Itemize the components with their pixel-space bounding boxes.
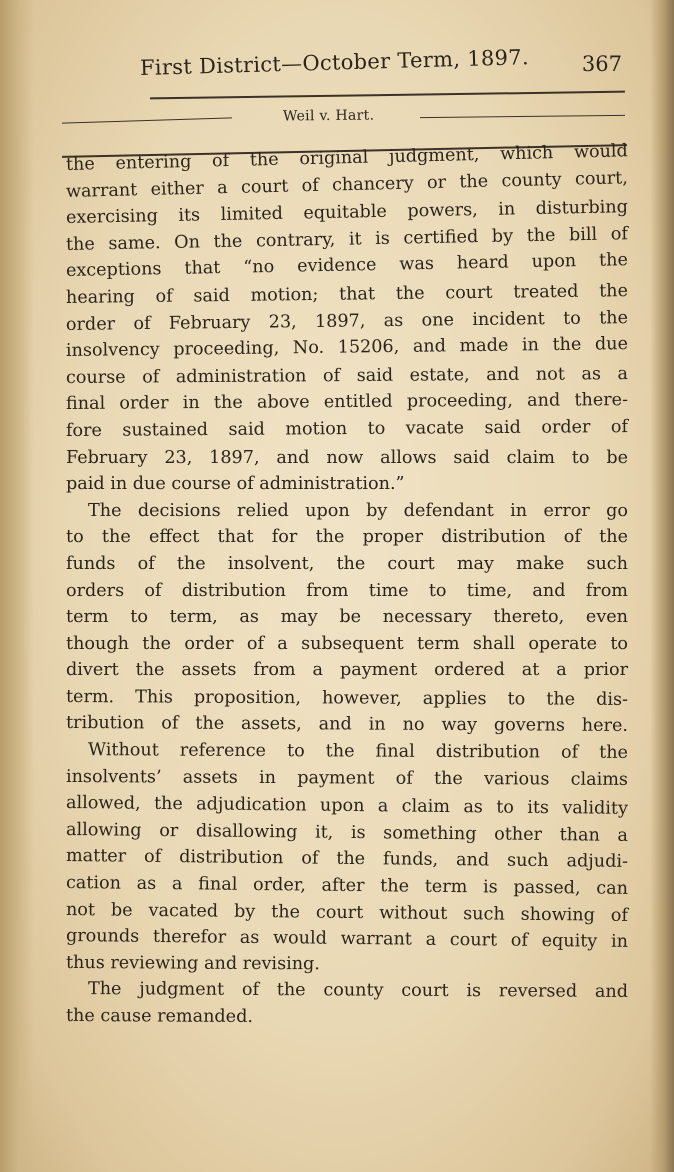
text-line: insolvency proceeding, No. 15206, and made in the due [65, 334, 629, 362]
text-line: fore sustained said motion to vacate said order of [65, 417, 629, 441]
text-line: the same. On the contrary, it is certified by the bill of [65, 223, 629, 255]
page-number: 367 [581, 52, 622, 76]
running-head [139, 45, 640, 82]
text-line: order of February 23, 1897, as one incident to the [65, 307, 629, 335]
text-line: course of administration of said estate, and not as a [65, 363, 629, 388]
text-line: February 23, 1897, and now allows said claim to be [66, 447, 628, 468]
case-title-rule-left [62, 117, 232, 124]
header-rule [150, 91, 625, 99]
text-line: insolvents’ assets in payment of the various claims [65, 766, 629, 790]
page-gutter-shadow [0, 0, 34, 1172]
text-line: hearing of said motion; that the court treated the [65, 281, 629, 308]
running-title: First District—October Term, 1897. [139, 45, 530, 80]
case-title-rule-right [420, 115, 625, 118]
text-line: paid in due course of administration.” [66, 474, 405, 495]
text-line: thus reviewing and revising. [65, 952, 320, 975]
text-line: The judgment of the county court is reversed and [87, 979, 629, 1003]
text-line: the cause remanded. [65, 1006, 254, 1027]
text-line: exercising its limited equitable powers, in disturbing [65, 197, 629, 229]
text-line: allowing or disallowing it, is something other than a [65, 819, 629, 846]
text-line: tribution of the assets, and in no way governs here. [65, 713, 629, 737]
text-line: matter of distribution of the funds, and such adjudi- [65, 846, 629, 873]
text-line: divert the assets from a payment ordered at a prior [66, 660, 628, 681]
text-line: allowed, the adjudication upon a claim as to its validity [65, 793, 629, 820]
page-edge-shadow [650, 0, 674, 1172]
text-line: The decisions relied upon by defendant in error go [88, 500, 628, 521]
text-line: orders of distribution from time to time, and from [66, 580, 628, 601]
text-line: exceptions that “no evidence was heard upon the [65, 250, 629, 282]
case-title: Weil v. Hart. [282, 107, 375, 125]
text-line: Without reference to the final distribution of the [87, 740, 629, 764]
text-line: though the order of a subsequent term shall operate to [66, 633, 628, 654]
text-line: final order in the above entitled proceeding, and there- [65, 390, 629, 415]
text-line: term. This proposition, however, applies to the dis- [65, 686, 629, 710]
body-text [65, 141, 629, 1030]
text-line: term to term, as may be necessary thereto, even [66, 607, 628, 628]
text-line: not be vacated by the court without such showing of [65, 899, 629, 926]
text-line: to the effect that for the proper distribution of the [66, 527, 628, 548]
text-line: grounds therefor as would warrant a court of equity in [65, 926, 629, 953]
text-line: cation as a final order, after the term is passed, can [65, 873, 629, 899]
text-line: the entering of the original judgment, which would [65, 141, 629, 175]
text-line: funds of the insolvent, the court may make such [66, 553, 628, 574]
text-line: warrant either a court of chancery or the county court, [65, 167, 629, 202]
